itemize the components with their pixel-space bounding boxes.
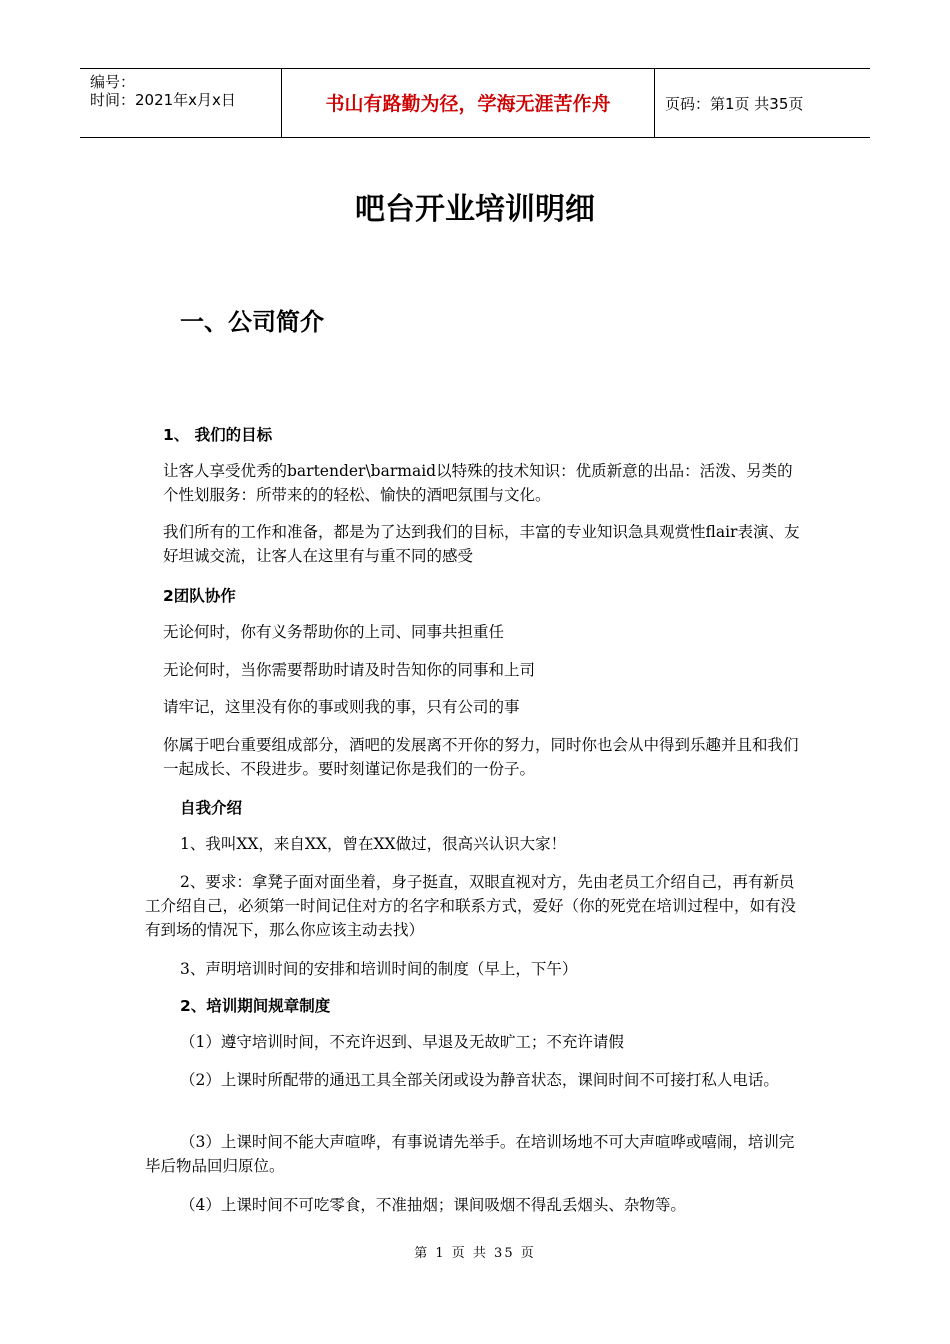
time-label: 时间：2021年x月x日 [90,91,236,109]
goal-paragraph-1: 让客人享受优秀的bartender\barmaid以特殊的技术知识：优质新意的出品：活泼、另类的个性划服务：所带来的的轻松、愉快的酒吧氛围与文化。 [163,462,793,504]
rules-paragraph-1: （1）遵守培训时间，不充许迟到、早退及无故旷工；不充许请假 [180,1033,624,1051]
header-meta-cell [80,69,282,137]
teamwork-paragraph-1: 无论何时，你有义务帮助你的上司、同事共担重任 [163,623,505,641]
number-label: 编号： [90,73,136,91]
page-number-label: 页码：第1页 共35页 [665,95,804,113]
goal-paragraph-2: 我们所有的工作和准备，都是为了达到我们的目标，丰富的专业知识急具观赏性flair表演、友好坦诚交流，让客人在这里有与重不同的感受 [163,523,800,565]
rules-heading: 2、培训期间规章制度 [180,997,331,1015]
self-intro-paragraph-1: 1、我叫XX，来自XX，曾在XX做过，很高兴认识大家！ [180,835,567,853]
self-intro-paragraph-2: 2、要求：拿凳子面对面坐着，身子挺直，双眼直视对方，先由老员工介绍自己，再有新员工介绍自己，必须第一时间记住对方的名字和联系方式，爱好（你的死党在培训过程中，如有没有到场的情况下，那么你应该主动去找） [145,873,797,939]
document-title: 吧台开业培训明细 [355,192,595,227]
teamwork-paragraph-4: 你属于吧台重要组成部分，酒吧的发展离不开你的努力，同时你也会从中得到乐趣并且和我们一起成长、不段进步。要时刻谨记你是我们的一份子。 [163,736,799,778]
page-footer: 第 1 页 共 35 页 [414,1246,536,1261]
self-intro-heading: 自我介绍 [180,799,243,817]
self-intro-paragraph-3: 3、声明培训时间的安排和培训时间的制度（早上，下午） [180,960,578,978]
motto-text: 书山有路勤为径，学海无涯苦作舟 [325,93,611,115]
teamwork-paragraph-2: 无论何时，当你需要帮助时请及时告知你的同事和上司 [163,661,536,679]
rules-paragraph-3: （3）上课时间不能大声喧哗，有事说请先举手。在培训场地不可大声喧哗或嘻闹，培训完毕后物品回归原位。 [145,1133,795,1175]
section-title: 一、公司简介 [180,308,324,336]
goal-heading: 1、 我们的目标 [163,426,273,444]
header-motto-cell [282,69,655,137]
rules-paragraph-2: （2）上课时所配带的通迅工具全部关闭或设为静音状态，课间时间不可接打私人电话。 [180,1071,779,1089]
header-table [80,68,870,138]
teamwork-heading: 2团队协作 [163,587,236,605]
header-page-cell [655,69,870,137]
rules-paragraph-4: （4）上课时间不可吃零食，不准抽烟；课间吸烟不得乱丢烟头、杂物等。 [180,1196,686,1214]
teamwork-paragraph-3: 请牢记，这里没有你的事或则我的事，只有公司的事 [163,698,520,716]
